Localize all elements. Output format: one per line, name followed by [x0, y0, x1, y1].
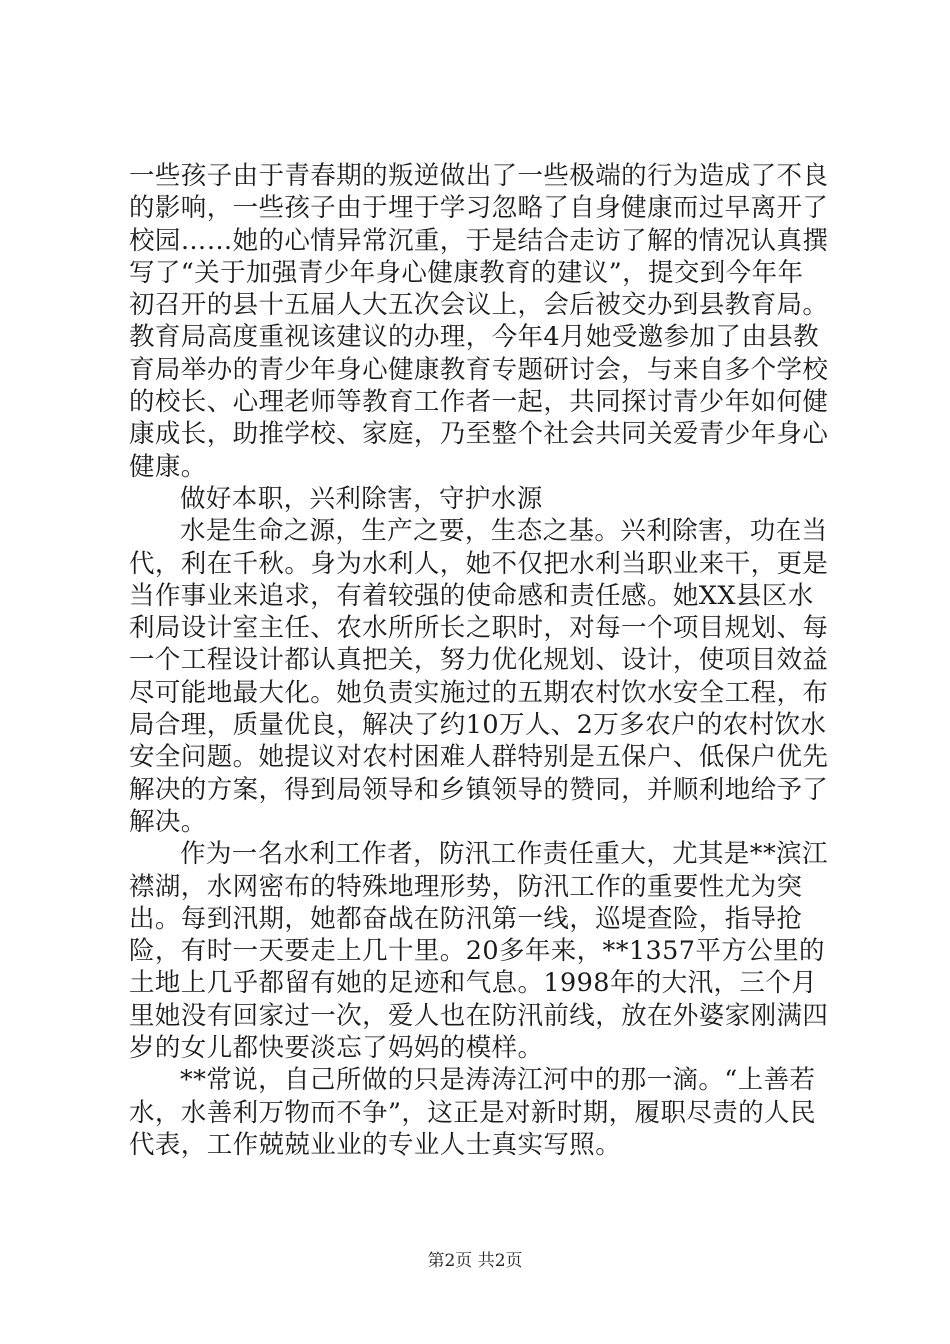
document-body [129, 160, 829, 1161]
paragraph-water-resources: 水是生命之源，生产之要，生态之基。兴利除害，功在当代，利在千秋。身为水利人，她不仅把水利当职业来干，更是当作事业来追求，有着较强的使命感和责任感。她XX县区水利局设计室主任、农水所所长之职时，对每一个项目规划、每一个工程设计都认真把关，努力优化规划、设计，使项目效益尽可能地最大化。她负责实施过的五期农村饮水安全工程，布局合理，质量优良，解决了约10万人、2万多农户的农村饮水安全问题。她提议对农村困难人群特别是五保户、低保户优先解决的方案，得到局领导和乡镇领导的赞同，并顺利地给予了解决。 [129, 516, 829, 837]
paragraph-flood-control: 作为一名水利工作者，防汛工作责任重大，尤其是**滨江襟湖，水网密布的特殊地理形势，防汛工作的重要性尤为突出。每到汛期，她都奋战在防汛第一线，巡堤查险，指导抢险，有时一天要走上几十里。20多年来，**1357平方公里的土地上几乎都留有她的足迹和气息。1998年的大汛，三个月里她没有回家过一次，爱人也在防汛前线，放在外婆家刚满四岁的女儿都快要淡忘了妈妈的模样。 [129, 839, 829, 1064]
page-number-footer: 第2页 共2页 [427, 1251, 523, 1271]
paragraph-continuation: 一些孩子由于青春期的叛逆做出了一些极端的行为造成了不良的影响，一些孩子由于埋于学习忽略了自身健康而过早离开了校园……她的心情异常沉重，于是结合走访了解的情况认真撰写了“关于加强青少年身心健康教育的建议”，提交到今年年初召开的县十五届人大五次会议上，会后被交办到县教育局。教育局高度重视该建议的办理，今年4月她受邀参加了由县教育局举办的青少年身心健康教育专题研讨会，与来自多个学校的校长、心理老师等教育工作者一起，共同探讨青少年如何健康成长，助推学校、家庭，乃至整个社会共同关爱青少年身心健康。 [129, 161, 829, 482]
section-heading: 做好本职，兴利除害，守护水源 [180, 483, 543, 514]
paragraph-closing: **常说，自己所做的只是涛涛江河中的那一滴。“上善若水，水善利万物而不争”，这正是对新时期，履职尽责的人民代表，工作兢兢业业的专业人士真实写照。 [129, 1065, 816, 1160]
